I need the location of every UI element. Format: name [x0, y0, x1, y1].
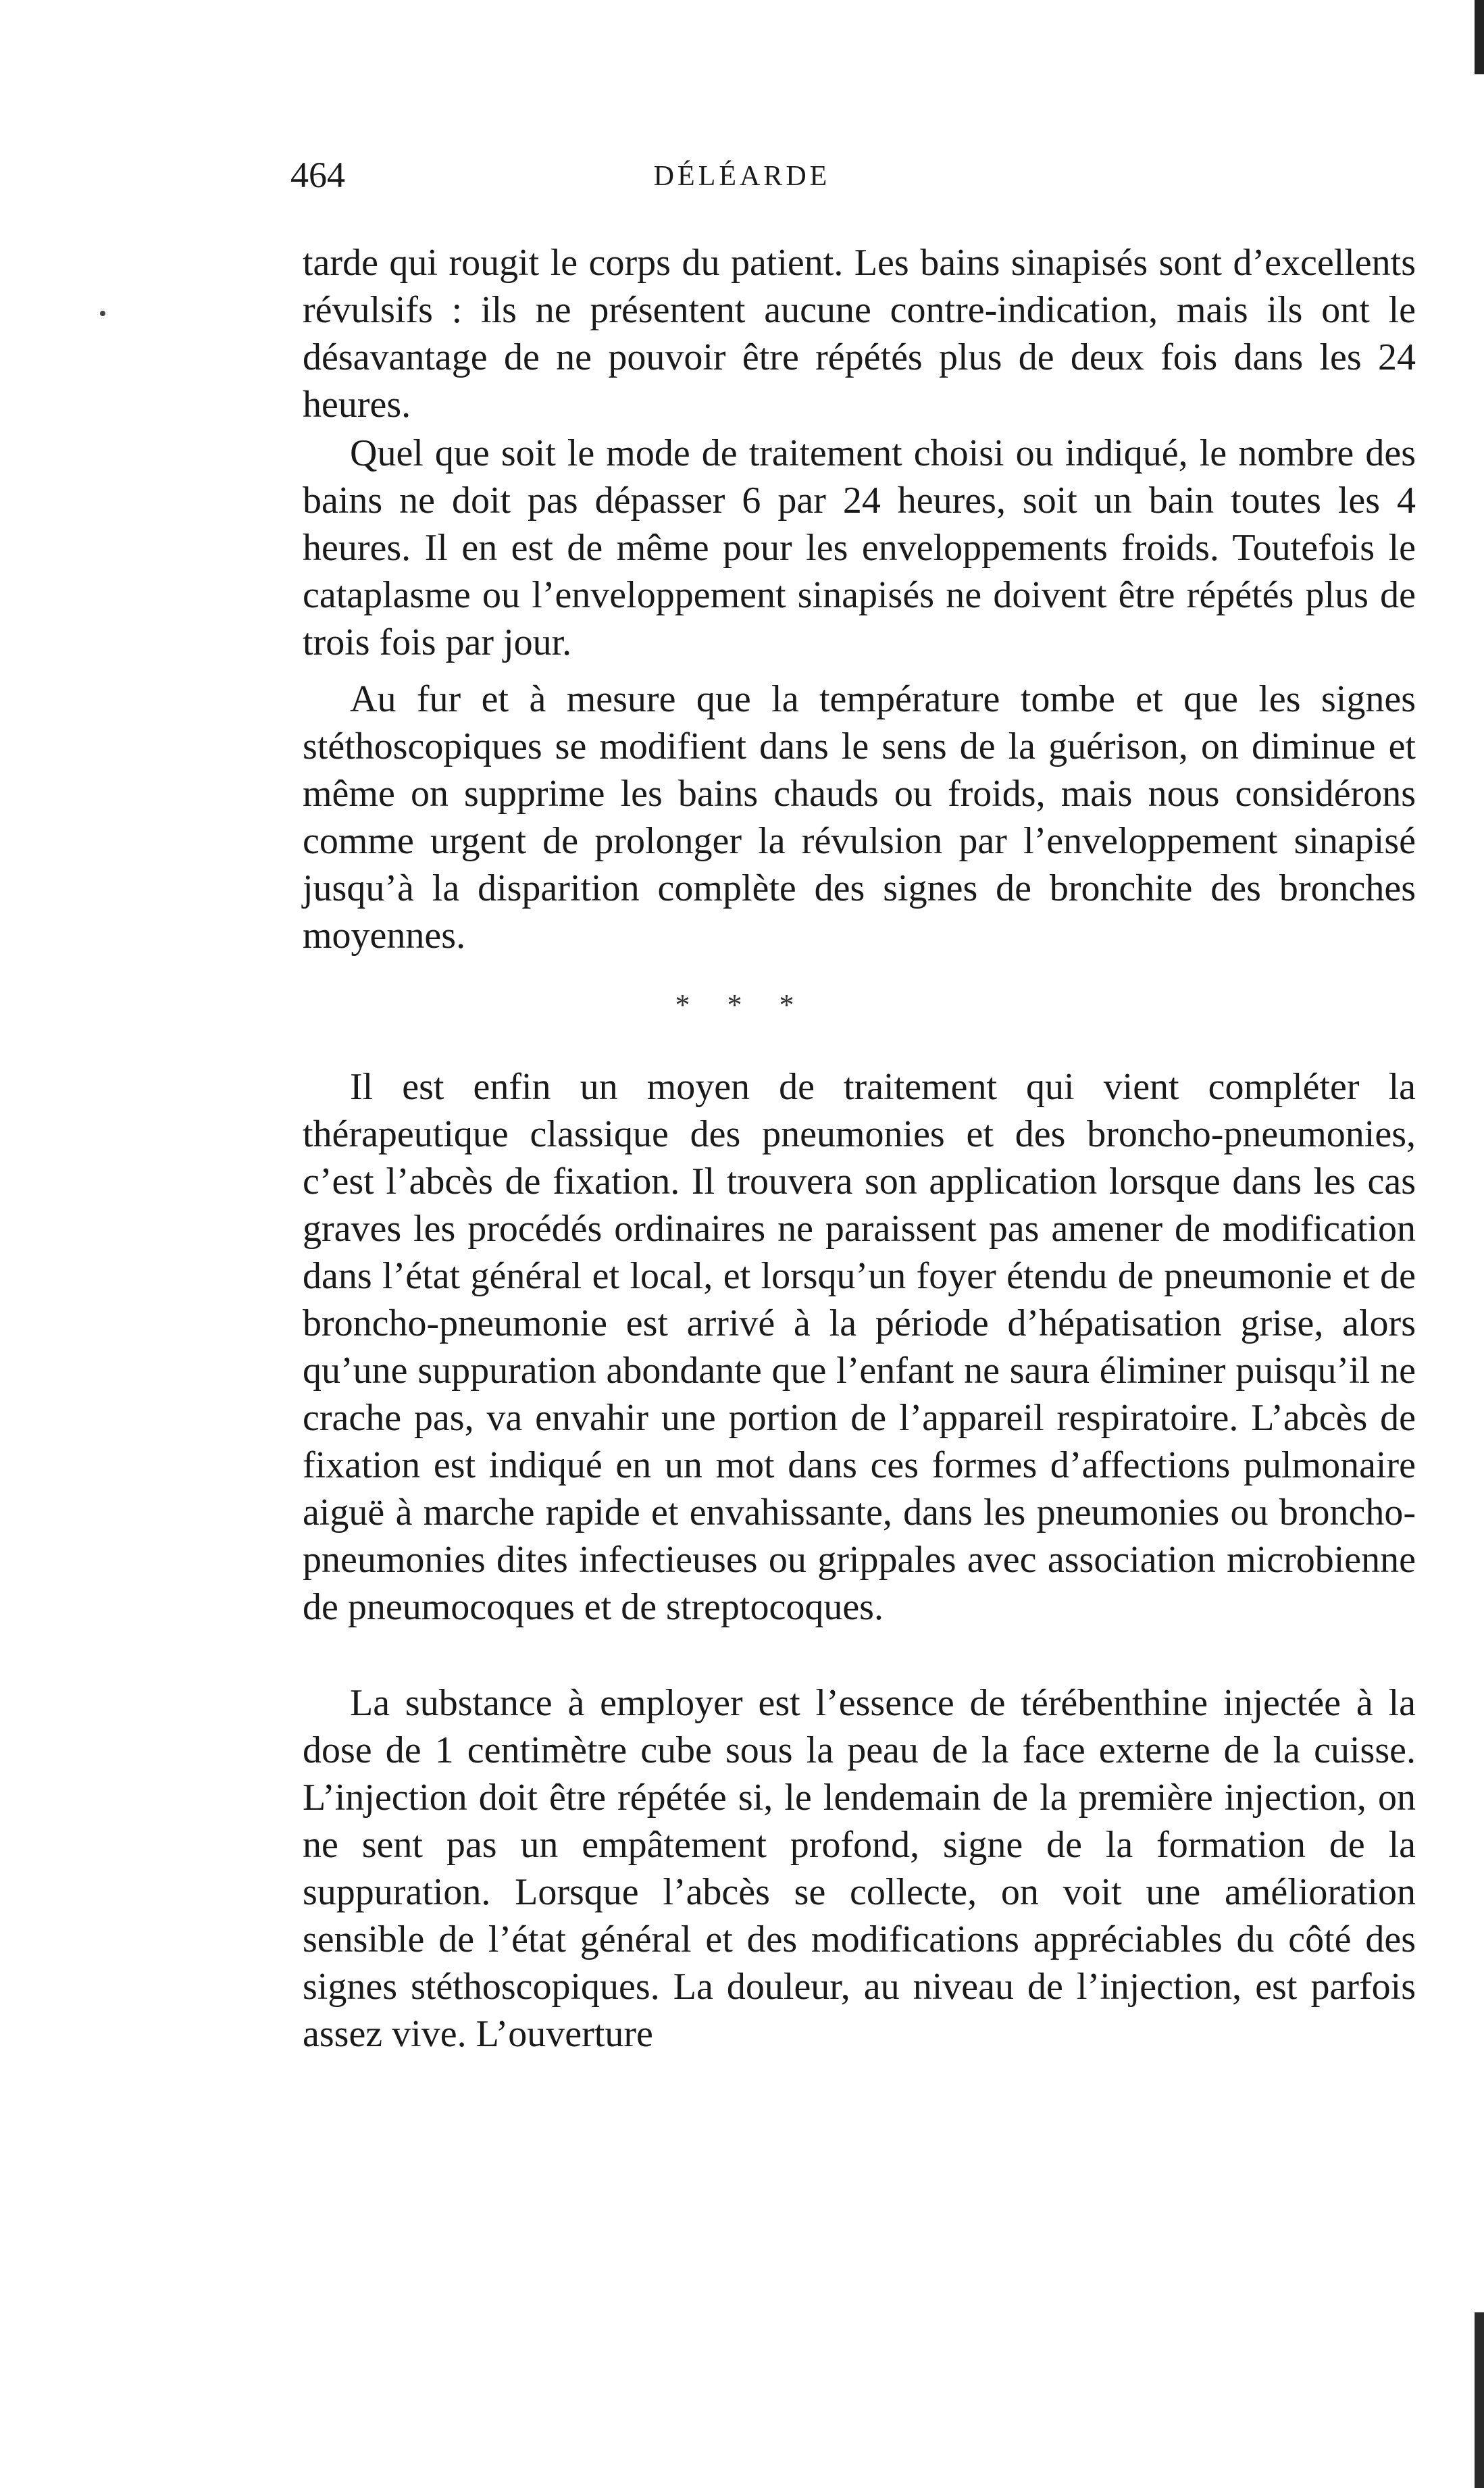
running-head: DÉLÉARDE — [653, 161, 831, 192]
margin-mark — [100, 311, 105, 316]
page-number: 464 — [290, 155, 345, 195]
paragraph-5: La substance à employer est l’essence de térébenthine injectée à la dose de 1 centimètre cube sous la peau de la face externe de la cuisse. L’injection doit être répétée si, le lendemain de la première injection, on ne sent pas un empâtement profond, signe de la formation de la suppuration. Lorsque l’abcès se collecte, on voit une amélioration sensible de l’état général et des modifications appréciables du côté des signes stéthoscopiques. La douleur, au niveau de l’injection, est parfois assez vive. L’ouverture — [303, 1682, 1416, 2055]
paragraph-4: Il est enfin un moyen de traitement qui vient compléter la thérapeutique classique des pneumonies et des broncho-pneumonies, c’est l’abcès de fixation. Il trouvera son application lorsque dans les cas graves les procédés ordinaires ne paraissent pas amener de modification dans l’état général et local, et lorsqu’un foyer étendu de pneumonie et de broncho-pneumonie est arrivé à la période d’hépatisation grise, alors qu’une suppuration abondante que l’enfant ne saura éliminer puisqu’il ne crache pas, va envahir une portion de l’appareil respiratoire. L’abcès de fixation est indiqué en un mot dans ces formes d’affections pulmonaire aiguë à marche rapide et envahissante, dans les pneumonies ou broncho-pneumonies dites infectieuses ou grippales avec association microbienne de pneumocoques et de streptocoques. — [303, 1066, 1416, 1628]
binding-edge-bottom — [1475, 2312, 1484, 2488]
paragraph-1: tarde qui rougit le corps du patient. Les bains sinapisés sont d’excellents révulsifs : ils ne présentent aucune contre-indication, mais ils ont le désavantage de ne pouvoir être répétés plus de deux fois dans les 24 heures. — [303, 242, 1416, 426]
binding-edge-top — [1475, 0, 1484, 74]
paragraph-3: Au fur et à mesure que la température tombe et que les signes stéthoscopiques se modifient dans le sens de la guérison, on diminue et même on supprime les bains chauds ou froids, mais nous considérons comme urgent de prolonger la révulsion par l’enveloppement sinapisé jusqu’à la disparition complète des signes de bronchite des bronches moyennes. — [303, 678, 1416, 957]
section-separator: * * * — [675, 988, 809, 1021]
paragraph-2: Quel que soit le mode de traitement choisi ou indiqué, le nombre des bains ne doit pas dépasser 6 par 24 heures, soit un bain toutes les 4 heures. Il en est de même pour les enveloppements froids. Toutefois le cataplasme ou l’enveloppement sinapisés ne doivent être répétés plus de trois fois par jour. — [303, 432, 1416, 663]
